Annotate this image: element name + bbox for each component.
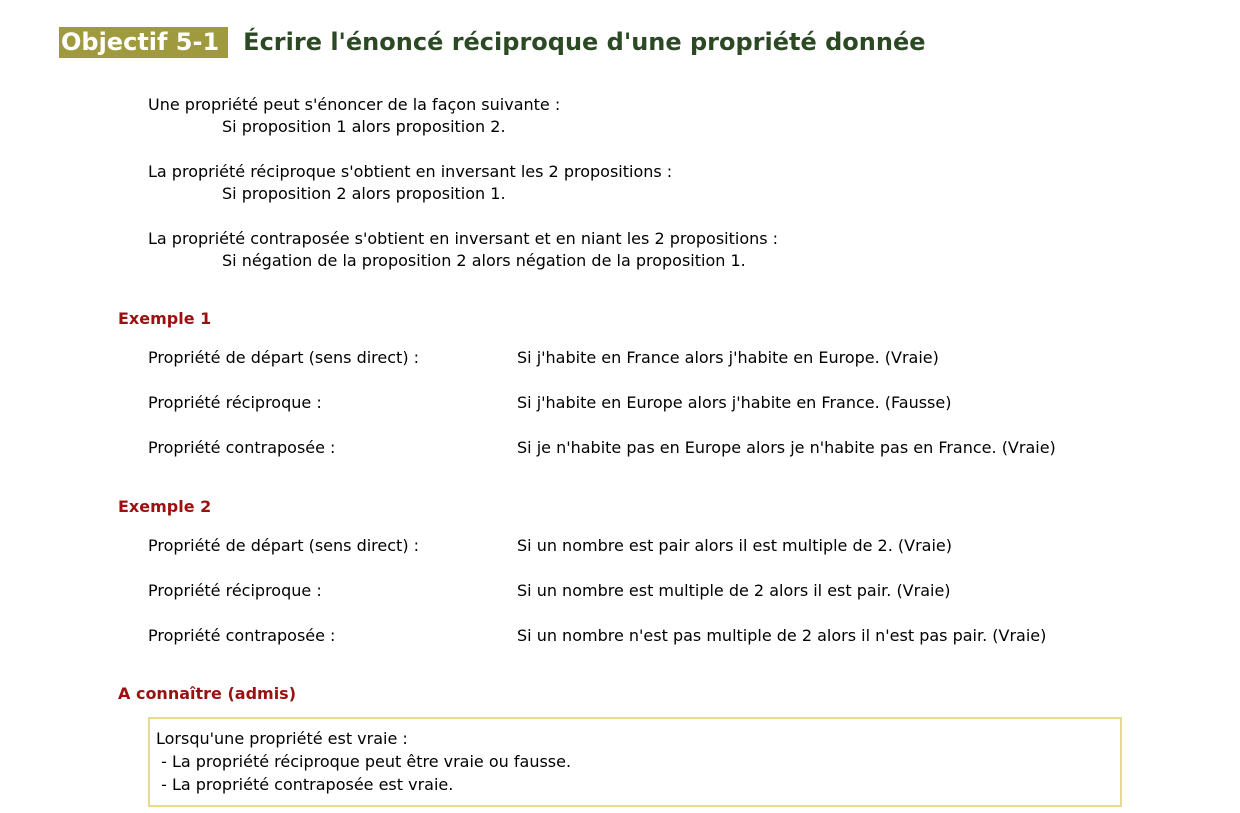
example1-table — [148, 347, 1056, 482]
row-text: Si un nombre n'est pas multiple de 2 alors il n'est pas pair. (Vraie) — [517, 626, 1047, 645]
known-line: Lorsqu'une propriété est vraie : — [156, 729, 408, 748]
row-label: Propriété contraposée : — [148, 626, 336, 645]
title-row — [59, 27, 926, 58]
known-heading: A connaître (admis) — [118, 684, 297, 703]
row-text: Si je n'habite pas en Europe alors je n'habite pas en France. (Vraie) — [517, 438, 1056, 457]
example2-row-direct — [148, 535, 1046, 580]
example1-row-contrapositive — [148, 437, 1056, 482]
row-text: Si un nombre est pair alors il est multiple de 2. (Vraie) — [517, 536, 953, 555]
objective-badge: Objectif 5-1 — [59, 27, 228, 58]
row-text: Si un nombre est multiple de 2 alors il est pair. (Vraie) — [517, 581, 951, 600]
row-text: Si j'habite en Europe alors j'habite en France. (Fausse) — [517, 393, 952, 412]
intro-block-reciprocal — [148, 161, 778, 205]
example2-row-reciprocal — [148, 580, 1046, 625]
row-label: Propriété contraposée : — [148, 438, 336, 457]
intro-block-property — [148, 94, 778, 138]
intro-indented-line: Si négation de la proposition 2 alors négation de la proposition 1. — [222, 251, 746, 270]
intro-indented-line: Si proposition 1 alors proposition 2. — [222, 117, 506, 136]
page-title: Écrire l'énoncé réciproque d'une propriété donnée — [243, 28, 926, 56]
example2-heading: Exemple 2 — [118, 497, 212, 516]
row-label: Propriété de départ (sens direct) : — [148, 536, 420, 555]
known-line: - La propriété contraposée est vraie. — [156, 775, 454, 794]
example1-row-reciprocal — [148, 392, 1056, 437]
example2-table — [148, 535, 1046, 670]
example2-row-contrapositive — [148, 625, 1046, 670]
intro-line: La propriété réciproque s'obtient en inversant les 2 propositions : — [148, 162, 673, 181]
row-label: Propriété réciproque : — [148, 581, 322, 600]
known-line: - La propriété réciproque peut être vraie ou fausse. — [156, 752, 572, 771]
known-box — [148, 717, 1122, 807]
example1-heading: Exemple 1 — [118, 309, 212, 328]
row-label: Propriété de départ (sens direct) : — [148, 348, 420, 367]
row-label: Propriété réciproque : — [148, 393, 322, 412]
row-text: Si j'habite en France alors j'habite en Europe. (Vraie) — [517, 348, 939, 367]
intro-indented-line: Si proposition 2 alors proposition 1. — [222, 184, 506, 203]
intro-line: La propriété contraposée s'obtient en inversant et en niant les 2 propositions : — [148, 229, 779, 248]
intro-section — [148, 94, 778, 295]
example1-row-direct — [148, 347, 1056, 392]
intro-line: Une propriété peut s'énoncer de la façon suivante : — [148, 95, 561, 114]
intro-block-contrapositive — [148, 228, 778, 272]
